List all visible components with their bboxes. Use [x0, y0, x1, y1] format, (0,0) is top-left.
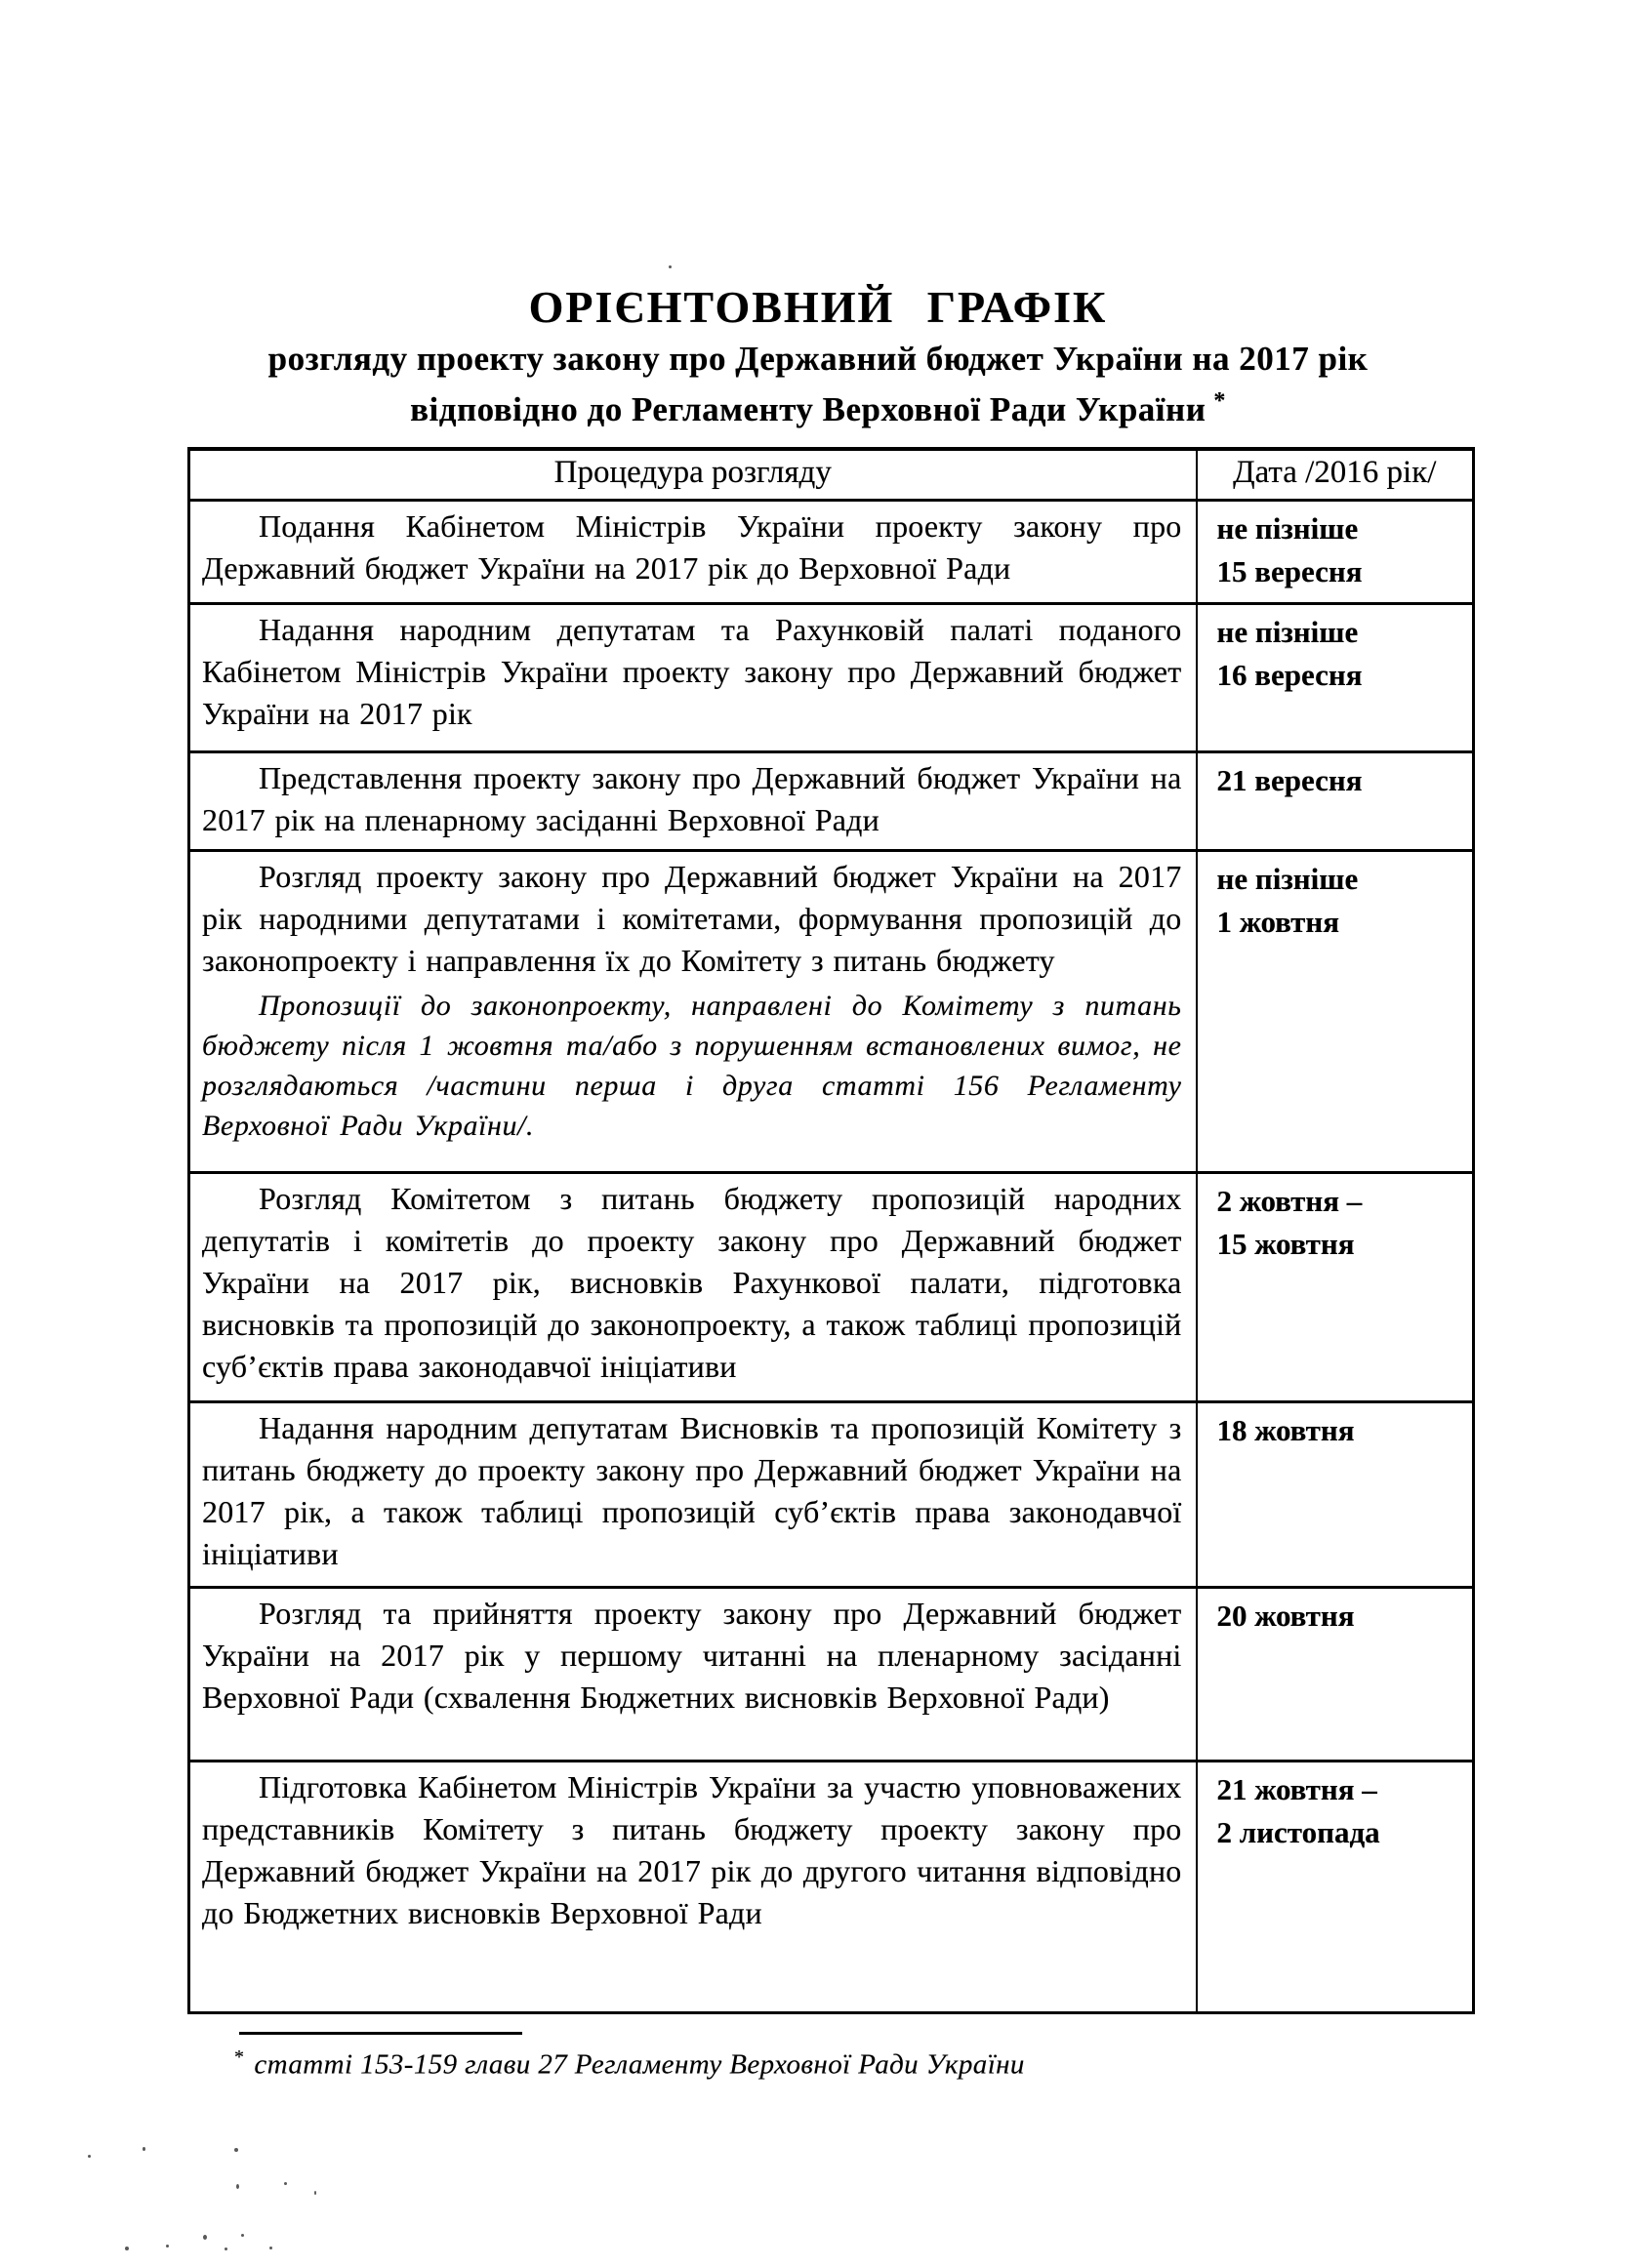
date-line: не пізніше [1216, 614, 1359, 649]
schedule-table [187, 447, 1475, 2014]
document-title: ОРІЄНТОВНИЙ ГРАФІК [528, 282, 1108, 332]
table-row [189, 751, 1474, 850]
procedure-text: Розгляд Комітетом з питань бюджету пропозицій народних депутатів і комітетів до проекту закону про Державний бюджет України на 2017 рік, висновків Рахункової палати, підготовка висновків та пропозицій до законопроекту, а також таблиці пропозицій суб’єктів права законодавчої ініціативи [202, 1180, 1182, 1384]
table-row [189, 1401, 1474, 1587]
procedure-cell [189, 1401, 1197, 1587]
scan-speckle [284, 2182, 287, 2185]
footnote-marker: * [234, 2045, 245, 2068]
date-line: 18 жовтня [1216, 1412, 1355, 1447]
date-line: 21 вересня [1216, 762, 1363, 797]
date-line: 21 жовтня – [1216, 1771, 1377, 1806]
table-row [189, 603, 1474, 751]
date-cell [1197, 1761, 1474, 2012]
date-line: 1 жовтня [1216, 904, 1340, 939]
date-cell [1197, 500, 1474, 603]
procedure-cell [189, 500, 1197, 603]
scan-speckle [236, 2184, 239, 2189]
date-line: 16 вересня [1216, 657, 1363, 692]
procedure-cell [189, 751, 1197, 850]
scan-speckle [143, 2147, 145, 2151]
procedure-text: Надання народним депутатам та Рахунковій палаті поданого Кабінетом Міністрів України проекту закону про Державний бюджет України на 2017 рік [202, 611, 1182, 731]
scan-speckle [203, 2235, 207, 2240]
scan-speckle [225, 2248, 227, 2250]
procedure-text: Розгляд та прийняття проекту закону про Державний бюджет України на 2017 рік у першому читанні на пленарному засіданні Верховної Ради (схвалення Бюджетних висновків Верховної Ради) [202, 1595, 1182, 1715]
procedure-note-text: Пропозиції до законопроекту, направлені до Комітету з питань бюджету після 1 жовтня та/або з порушенням встановлених вимог, не розглядаються /частини перша і друга статті 156 Регламенту Верховної Ради України/. [202, 989, 1182, 1142]
table-row [189, 500, 1474, 603]
footnote [234, 2046, 1636, 2082]
scan-speckle [88, 2155, 91, 2158]
scan-speckle [314, 2191, 316, 2195]
procedure-text: Представлення проекту закону про Державний бюджет України на 2017 рік на пленарному засіданні Верховної Ради [202, 759, 1182, 837]
scan-speckle [234, 2148, 238, 2152]
date-line: не пізніше [1216, 510, 1359, 546]
table-row [189, 1587, 1474, 1761]
scan-speckle [241, 2234, 244, 2237]
procedure-cell [189, 603, 1197, 751]
date-line: не пізніше [1216, 861, 1359, 896]
footnote-rule [239, 2032, 522, 2035]
date-line: 2 листопада [1216, 1814, 1380, 1849]
table-header-row [189, 449, 1474, 500]
table-row [189, 850, 1474, 1172]
column-header-date: Дата /2016 рік/ [1197, 449, 1474, 500]
date-cell [1197, 850, 1474, 1172]
procedure-text: Підготовка Кабінетом Міністрів України за участю уповноважених представників Комітету з питань бюджету проекту закону про Державний бюджет України на 2017 рік до другого читання відповідно до Бюджетних висновків Верховної Ради [202, 1768, 1182, 1930]
procedure-cell [189, 850, 1197, 1172]
column-header-procedure: Процедура розгляду [189, 449, 1197, 500]
footnote-marker-reference: * [1213, 388, 1226, 415]
scan-speckle [125, 2247, 129, 2250]
footnote-text: статті 153-159 глави 27 Регламенту Верховної Ради України [254, 2048, 1025, 2081]
document-subtitle-line1: розгляду проекту закону про Державний бюджет України на 2017 рік [267, 340, 1369, 378]
date-cell [1197, 603, 1474, 751]
table-row [189, 1172, 1474, 1401]
date-line: 2 жовтня – [1216, 1183, 1363, 1218]
procedure-cell [189, 1761, 1197, 2012]
date-cell [1197, 1587, 1474, 1761]
procedure-text: Подання Кабінетом Міністрів України проекту закону про Державний бюджет України на 2017 рік до Верховної Ради [202, 507, 1182, 586]
procedure-cell [189, 1172, 1197, 1401]
document-subtitle-line2 [0, 385, 1636, 435]
date-cell [1197, 751, 1474, 850]
date-cell [1197, 1401, 1474, 1587]
scan-speckle [166, 2245, 169, 2248]
procedure-text: Розгляд проекту закону про Державний бюджет України на 2017 рік народними депутатами і комітетами, формування пропозицій до законопроекту і направлення їх до Комітету з питань бюджету [202, 858, 1182, 978]
table-row [189, 1761, 1474, 2012]
date-line: 15 жовтня [1216, 1226, 1355, 1261]
subtitle-text: відповідно до Регламенту Верховної Ради України [410, 390, 1207, 428]
date-line: 15 вересня [1216, 553, 1363, 588]
date-cell [1197, 1172, 1474, 1401]
scan-speckle [269, 2247, 272, 2249]
procedure-cell [189, 1587, 1197, 1761]
procedure-text: Надання народним депутатам Висновків та пропозицій Комітету з питань бюджету до проекту закону про Державний бюджет України на 2017 рік, а також таблиці пропозицій суб’єктів права законодавчої ініціативи [202, 1409, 1182, 1571]
scan-speckle [669, 265, 672, 268]
date-line: 20 жовтня [1216, 1598, 1355, 1633]
